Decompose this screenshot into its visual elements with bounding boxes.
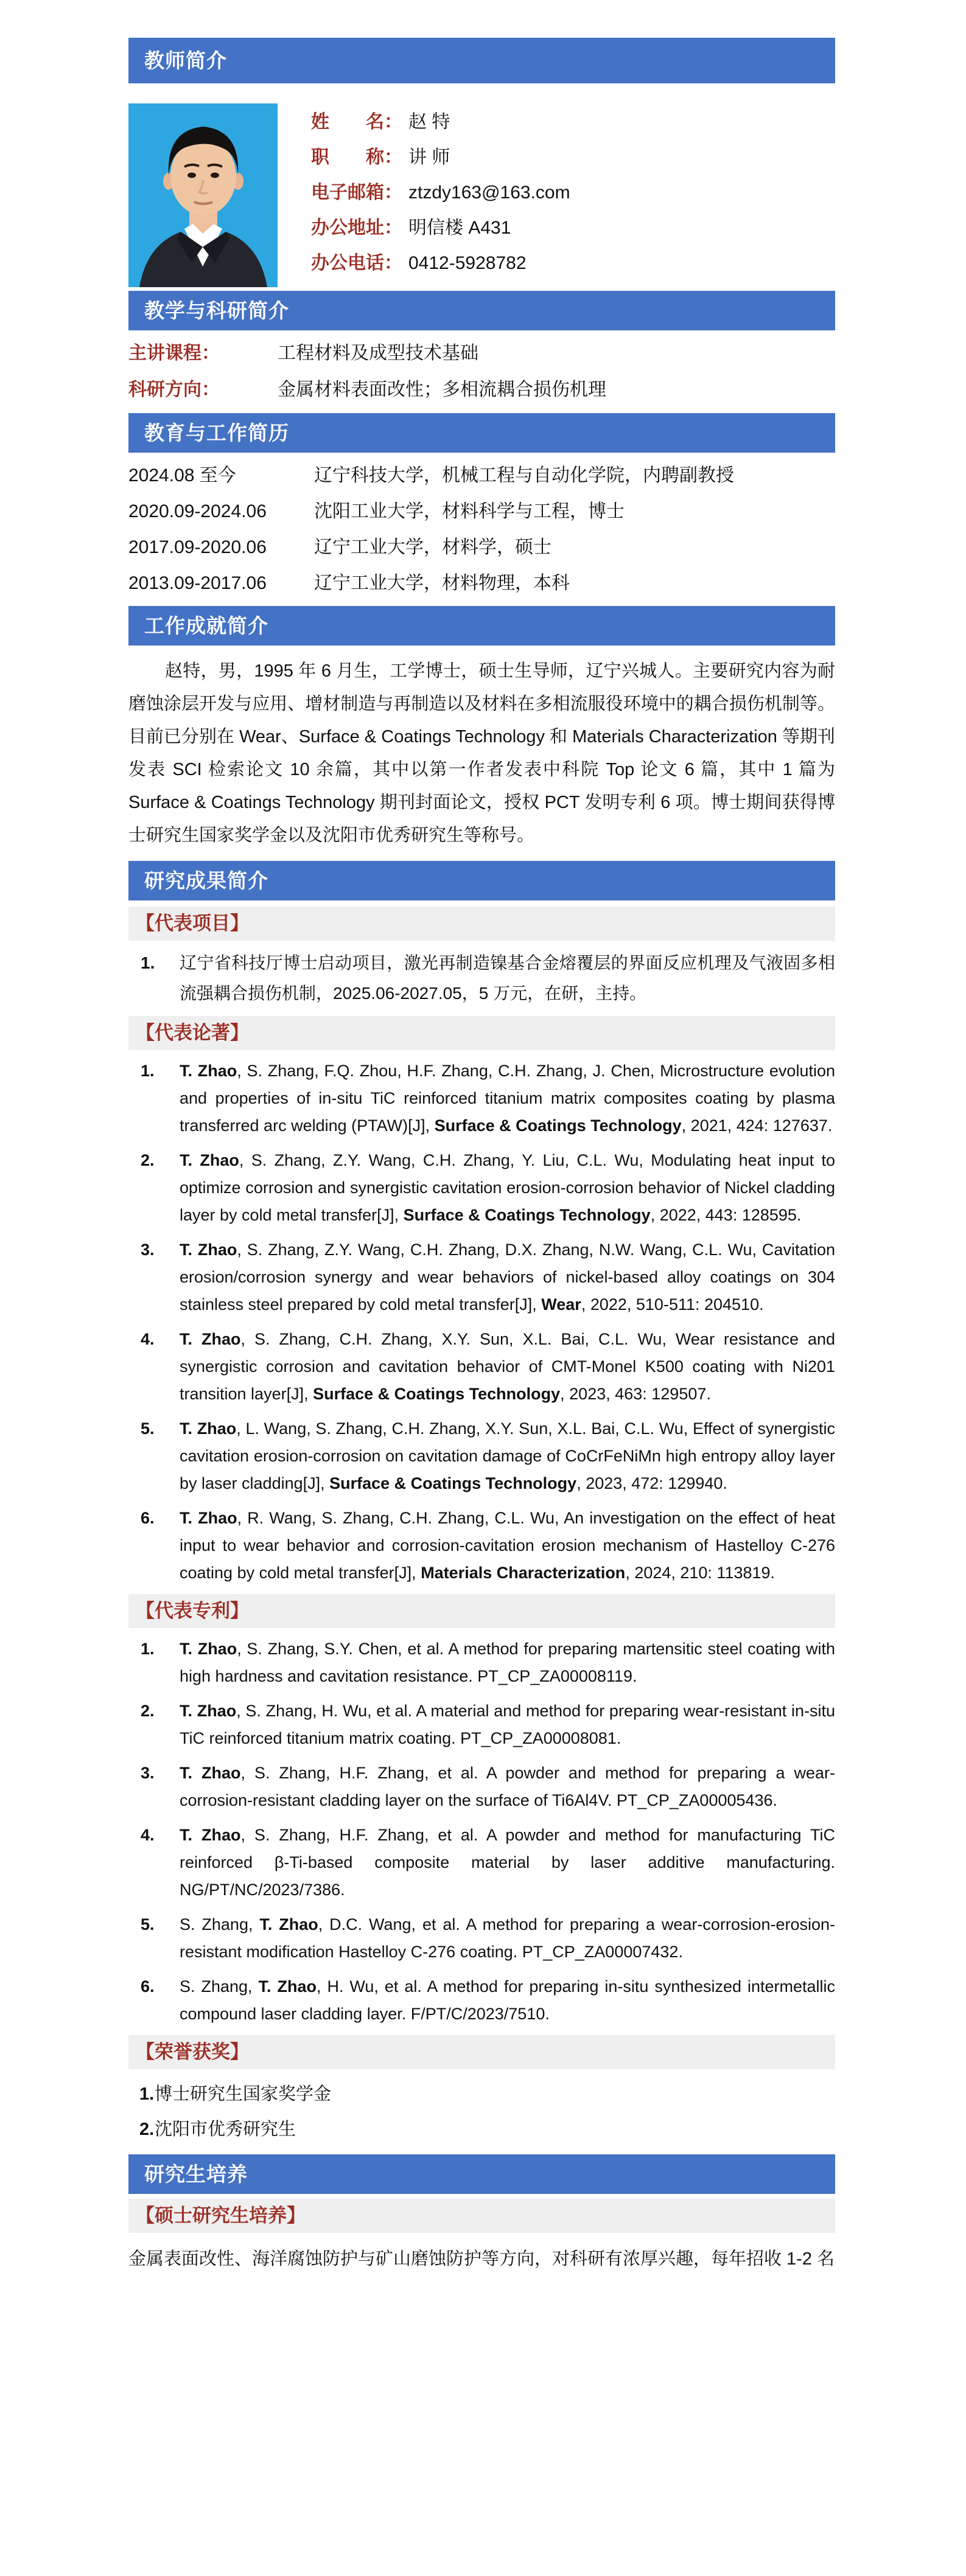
section-band-achievements — [128, 606, 835, 646]
subsection-representative-publications — [128, 1016, 835, 1050]
row-label: 主讲课程： — [128, 343, 220, 363]
profile-info-row — [311, 175, 570, 211]
profile-info — [311, 103, 570, 287]
publication-item — [128, 1415, 835, 1497]
education-period: 2024.08 至今 — [128, 465, 236, 486]
field-label: 电子邮箱： — [311, 183, 402, 203]
profile-photo — [128, 103, 278, 287]
teaching-row — [128, 335, 835, 372]
field-value: ztzdy163@163.com — [408, 183, 570, 203]
field-label: 办公电话： — [311, 253, 402, 273]
publication-text: T. Zhao, S. Zhang, F.Q. Zhou, H.F. Zhang, C.H. Zhang, J. Chen, Microstructure evolution and properties of in-situ TiC reinforced titanium matrix composites coating by plasma transferred arc welding (PTAW)[J], Surface & Coatings Technology, 2021, 424: 127637. — [180, 1062, 835, 1135]
item-number: 3. — [141, 1764, 155, 1782]
subsection-representative-projects — [128, 907, 835, 941]
subsection-honors-awards — [128, 2035, 835, 2069]
patent-item — [128, 1822, 835, 1904]
publication-text: T. Zhao, S. Zhang, Z.Y. Wang, C.H. Zhang, Y. Liu, C.L. Wu, Modulating heat input to optimize corrosion and synergistic cavitation erosion-corrosion behavior of Nickel cladding layer by cold metal transfer[J], Surface & Coatings Technology, 2022, 443: 128595. — [180, 1151, 836, 1224]
education-row — [128, 565, 835, 601]
faculty-profile-document — [128, 0, 835, 2275]
honor-item — [128, 2112, 835, 2147]
teaching-rows — [128, 335, 835, 408]
patent-text: S. Zhang, T. Zhao, H. Wu, et al. A method for preparing in-situ synthesized intermetallic compound laser cladding layer. F/PT/C/2023/7510. — [180, 1977, 836, 2023]
section-band-education-work — [128, 413, 835, 453]
item-number: 6. — [141, 1977, 155, 1996]
section-band-research-results — [128, 861, 835, 900]
patent-item — [128, 1911, 835, 1966]
item-number: 2. — [141, 1151, 155, 1169]
honor-text: 沈阳市优秀研究生 — [155, 2120, 296, 2139]
honor-item — [128, 2076, 835, 2112]
project-list — [128, 948, 835, 1009]
publication-list — [128, 1057, 835, 1587]
section-title: 研究成果简介 — [144, 869, 268, 892]
patent-text: T. Zhao, S. Zhang, H.F. Zhang, et al. A powder and method for preparing a wear-corrosion-resistant cladding layer on the surface of Ti6Al4V. PT_CP_ZA00005436. — [180, 1764, 835, 1809]
field-value: 0412-5928782 — [408, 253, 527, 273]
publication-item — [128, 1326, 835, 1408]
field-label: 职 称： — [311, 147, 402, 167]
profile-info-rows — [311, 105, 570, 281]
training-paragraph: 金属表面改性、海洋腐蚀防护与矿山磨蚀防护等方向，对科研有浓厚兴趣，每年招收 1-2 名 — [128, 2249, 835, 2269]
section-band-teaching-research — [128, 291, 835, 330]
patent-text: T. Zhao, S. Zhang, H.F. Zhang, et al. A powder and method for manufacturing TiC reinforced β-Ti-based composite material by laser additive manufacturing. NG/PT/NC/2023/7386. — [180, 1826, 835, 1899]
item-number: 1. — [141, 953, 155, 972]
publication-item — [128, 1057, 835, 1140]
row-value: 金属材料表面改性；多相流耦合损伤机理 — [278, 380, 606, 400]
profile-section — [128, 103, 835, 287]
portrait-photo-image — [128, 103, 278, 287]
education-detail: 辽宁工业大学，材料物理，本科 — [314, 573, 570, 593]
subsection-master-training — [128, 2199, 835, 2233]
achievements-paragraph: 赵特，男，1995 年 6 月生，工学博士，硕士生导师，辽宁兴城人。主要研究内容为耐磨蚀涂层开发与应用、增材制造与再制造以及材料在多相流服役环境中的耦合损伤机制等。目前已分别在 Wear、Surface & Coatings Technology 和 Materials Characterization 等期刊发表 SCI 检索论文 10 余篇，其中以第一作者发表中科院 Top 论文 6 篇，其中 1 篇为 Surface & Coatings Technology 期刊封面论文，授权 PCT 发明专利 6 项。博士期间获得博士研究生国家奖学金以及沈阳市优秀研究生等称号。 — [128, 661, 835, 845]
section-title: 教学与科研简介 — [144, 299, 289, 322]
education-period: 2017.09-2020.06 — [128, 537, 267, 557]
education-row — [128, 493, 835, 529]
patent-item — [128, 1697, 835, 1752]
patent-text: T. Zhao, S. Zhang, H. Wu, et al. A material and method for preparing wear-resistant in-situ TiC reinforced titanium matrix coating. PT_CP_ZA00008081. — [180, 1702, 835, 1747]
section-title: 教育与工作简历 — [144, 422, 289, 444]
profile-info-row — [311, 105, 570, 140]
profile-info-row — [311, 140, 570, 175]
section-title: 工作成就简介 — [144, 614, 268, 637]
subsection-title: 【代表专利】 — [136, 1600, 249, 1621]
project-text: 辽宁省科技厅博士启动项目，激光再制造镍基合金熔覆层的界面反应机理及气液固多相流强耦合损伤机制，2025.06-2027.05，5 万元，在研，主持。 — [180, 953, 835, 1003]
item-number: 3. — [141, 1241, 155, 1259]
profile-info-row — [311, 246, 570, 281]
item-number: 2. — [141, 1702, 155, 1720]
publication-text: T. Zhao, S. Zhang, Z.Y. Wang, C.H. Zhang, D.X. Zhang, N.W. Wang, C.L. Wu, Cavitation erosion/corrosion synergy and wear behaviors of nickel-based alloy coatings on 304 stainless steel prepared by cold metal transfer[J], Wear, 2022, 510-511: 204510. — [180, 1241, 835, 1314]
section-band-graduate-training — [128, 2154, 835, 2194]
item-number: 1. — [141, 1640, 155, 1658]
patent-text: T. Zhao, S. Zhang, S.Y. Chen, et al. A method for preparing martensitic steel coating with high hardness and cavitation resistance. PT_CP_ZA00008119. — [180, 1640, 836, 1685]
item-number: 1. — [139, 2084, 155, 2104]
education-period: 2020.09-2024.06 — [128, 501, 267, 521]
honor-text: 博士研究生国家奖学金 — [155, 2084, 332, 2104]
education-rows — [128, 458, 835, 601]
subsection-title: 【代表项目】 — [136, 913, 249, 934]
field-value: 讲 师 — [408, 147, 450, 167]
publication-item — [128, 1147, 835, 1229]
education-detail: 辽宁科技大学，机械工程与自动化学院，内聘副教授 — [314, 465, 734, 486]
patent-item — [128, 1973, 835, 2028]
subsection-title: 【荣誉获奖】 — [136, 2041, 249, 2063]
field-label: 姓 名： — [311, 112, 402, 132]
education-period: 2013.09-2017.06 — [128, 573, 267, 593]
education-detail: 辽宁工业大学，材料学，硕士 — [314, 537, 551, 557]
publication-item — [128, 1505, 835, 1587]
project-item — [128, 948, 835, 1009]
honor-list — [128, 2076, 835, 2147]
patent-list — [128, 1635, 835, 2028]
section-title: 教师简介 — [144, 49, 227, 72]
subsection-title: 【硕士研究生培养】 — [136, 2205, 306, 2226]
field-value: 明信楼 A431 — [408, 218, 511, 238]
item-number: 5. — [141, 1915, 155, 1934]
row-label: 科研方向： — [128, 380, 220, 400]
publication-text: T. Zhao, L. Wang, S. Zhang, C.H. Zhang, X.Y. Sun, X.L. Bai, C.L. Wu, Effect of synergistic cavitation erosion-corrosion on cavitation damage of CoCrFeNiMn high entropy alloy layer by laser cladding[J], Surface & Coatings Technology, 2023, 472: 129940. — [180, 1419, 835, 1492]
publication-text: T. Zhao, R. Wang, S. Zhang, C.H. Zhang, C.L. Wu, An investigation on the effect of heat input to wear behavior and corrosion-cavitation erosion mechanism of Hastelloy C-276 coating by cold metal transfer[J], Materials Characterization, 2024, 210: 113819. — [180, 1509, 835, 1582]
education-row — [128, 458, 835, 493]
subsection-representative-patents — [128, 1594, 835, 1628]
item-number: 4. — [141, 1826, 155, 1844]
publication-text: T. Zhao, S. Zhang, C.H. Zhang, X.Y. Sun, X.L. Bai, C.L. Wu, Wear resistance and synergistic corrosion and cavitation behavior of CMT-Monel K500 coating with Ni201 transition layer[J], Surface & Coatings Technology, 2023, 463: 129507. — [180, 1330, 835, 1403]
item-number: 6. — [141, 1509, 155, 1527]
section-title: 研究生培养 — [144, 2163, 248, 2185]
item-number: 2. — [139, 2120, 155, 2139]
patent-text: S. Zhang, T. Zhao, D.C. Wang, et al. A method for preparing a wear-corrosion-erosion-resistant modification Hastelloy C-276 coating. PT_CP_ZA00007432. — [180, 1915, 835, 1961]
item-number: 5. — [141, 1419, 155, 1438]
teaching-row — [128, 372, 835, 408]
publication-item — [128, 1236, 835, 1318]
profile-info-row — [311, 211, 570, 246]
education-detail: 沈阳工业大学，材料科学与工程，博士 — [314, 501, 625, 521]
row-value: 工程材料及成型技术基础 — [278, 343, 478, 363]
field-label: 办公地址： — [311, 218, 402, 238]
patent-item — [128, 1760, 835, 1814]
section-band-teacher-intro — [128, 38, 835, 83]
item-number: 1. — [141, 1062, 155, 1080]
item-number: 4. — [141, 1330, 155, 1348]
patent-item — [128, 1635, 835, 1690]
subsection-title: 【代表论著】 — [136, 1022, 249, 1043]
education-row — [128, 529, 835, 565]
field-value: 赵 特 — [408, 112, 450, 132]
